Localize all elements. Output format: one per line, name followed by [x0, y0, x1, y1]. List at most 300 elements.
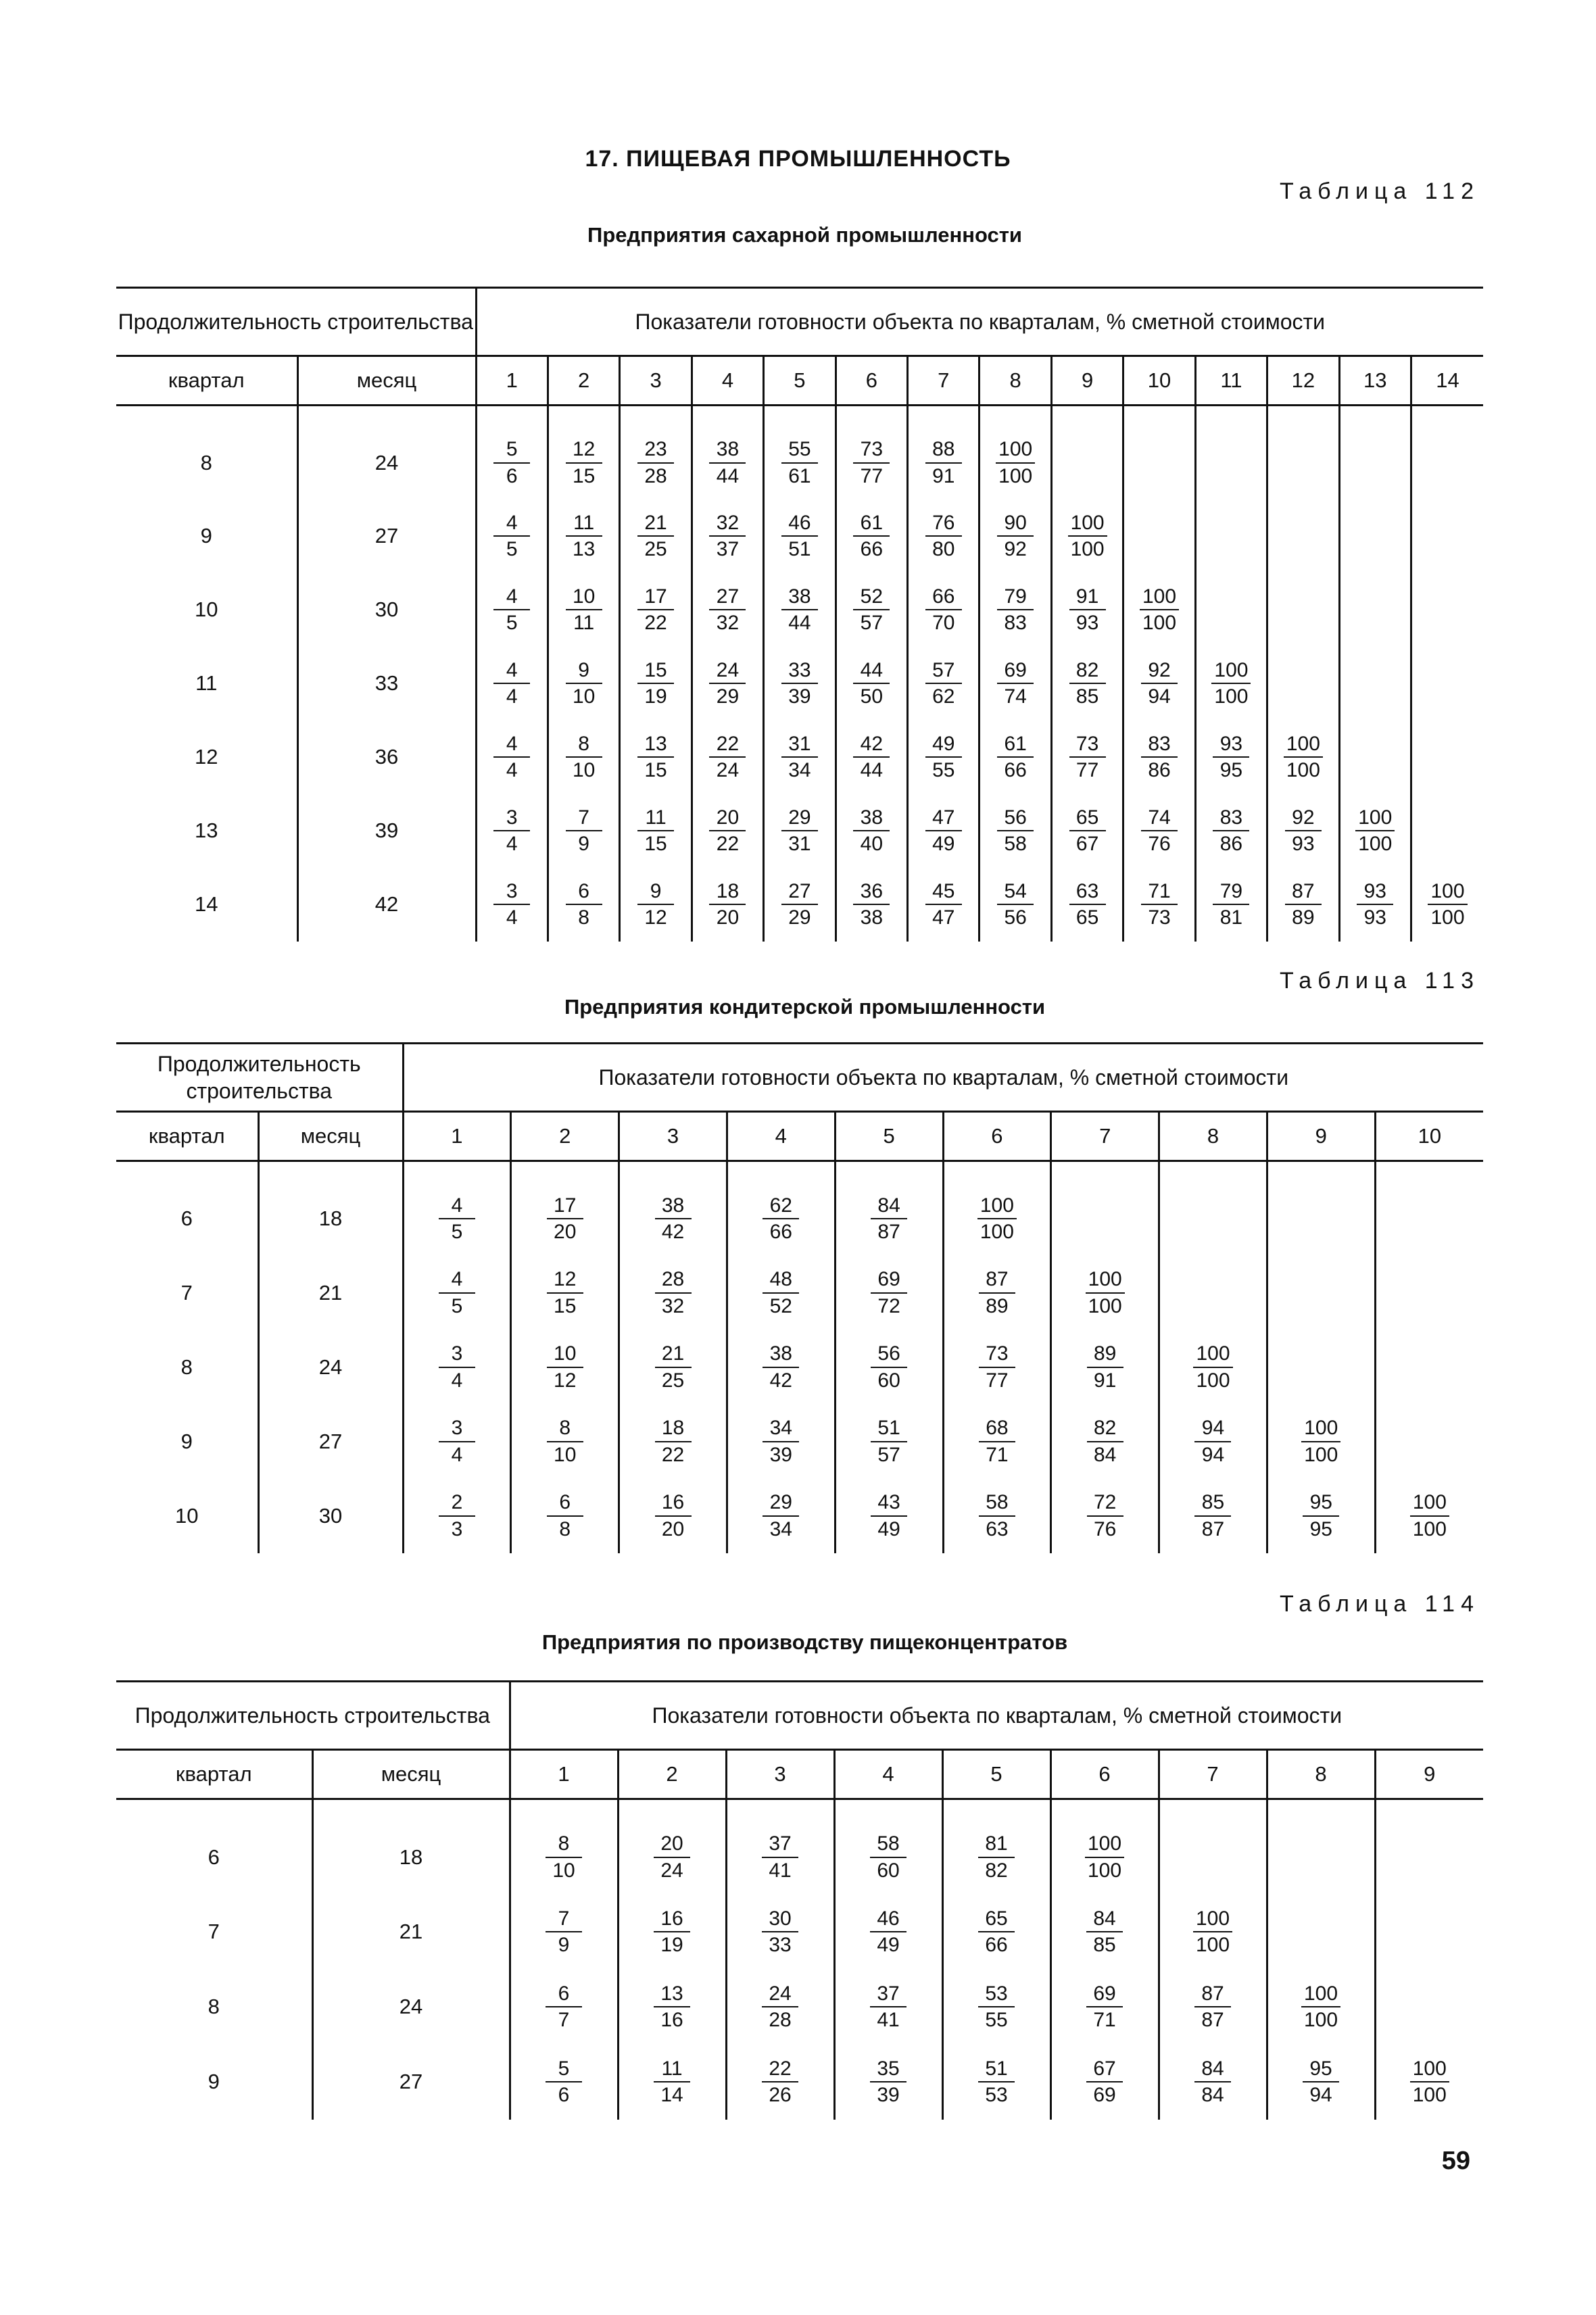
value-cell: [476, 647, 548, 721]
denominator: 100: [1195, 1934, 1230, 1956]
numerator: 45: [925, 879, 962, 906]
value-cell: [1159, 1161, 1267, 1256]
column-header-9: 9: [1267, 1112, 1375, 1161]
quarter-header: квартал: [116, 1112, 258, 1161]
numerator: 38: [655, 1193, 692, 1220]
value-cell: [834, 1970, 942, 2045]
value-cell: [1159, 1799, 1267, 1895]
table-row: [116, 868, 1483, 942]
fraction: [870, 2056, 906, 2108]
page-number: 59: [1441, 2147, 1470, 2175]
table-row: [116, 647, 1483, 721]
value-cell: [511, 1161, 619, 1256]
fraction: [977, 1193, 1017, 1245]
denominator: 34: [788, 759, 811, 781]
denominator: 100: [1087, 1859, 1122, 1882]
denominator: 65: [1075, 906, 1099, 929]
numerator: 100: [1086, 1267, 1125, 1294]
value-cell: [836, 647, 907, 721]
value-cell: [619, 1161, 727, 1256]
fraction: [763, 1267, 799, 1319]
value-cell: [1375, 1405, 1483, 1479]
column-header-9: 9: [1375, 1750, 1483, 1799]
denominator: 60: [877, 1859, 900, 1882]
numerator: 3: [439, 1341, 475, 1368]
fraction: [1069, 584, 1106, 636]
value-cell: [726, 2045, 834, 2120]
denominator: 29: [716, 685, 740, 708]
fraction: [655, 1341, 692, 1393]
column-header-1: 1: [510, 1750, 618, 1799]
numerator: 71: [1141, 879, 1178, 906]
denominator: 87: [1201, 1517, 1225, 1540]
denominator: 73: [1148, 906, 1171, 929]
numerator: 67: [1086, 2056, 1123, 2083]
denominator: 39: [769, 1443, 792, 1466]
fraction: [655, 1267, 692, 1319]
numerator: 100: [1193, 1906, 1232, 1933]
denominator: 94: [1309, 2084, 1332, 2106]
numerator: 100: [1068, 510, 1107, 537]
numerator: 91: [1069, 584, 1106, 611]
month-cell: 24: [297, 406, 476, 499]
fraction: [853, 805, 890, 857]
value-cell: [1051, 1479, 1159, 1553]
denominator: 20: [554, 1221, 577, 1244]
denominator: 100: [1286, 759, 1320, 781]
column-header-4: 4: [692, 356, 763, 406]
denominator: 4: [506, 685, 518, 708]
denominator: 15: [572, 464, 596, 487]
fraction: [870, 1831, 906, 1883]
value-cell: [908, 406, 980, 499]
fraction: [1069, 658, 1106, 710]
numerator: 49: [925, 731, 962, 758]
numerator: 24: [762, 1981, 798, 2008]
value-cell: [510, 1895, 618, 1970]
fraction: [1069, 731, 1106, 783]
value-cell: [980, 406, 1051, 499]
quarter-cell: 10: [116, 1479, 258, 1553]
denominator: 28: [769, 2009, 792, 2031]
value-cell: [980, 721, 1051, 794]
value-cell: [1267, 1256, 1375, 1330]
month-cell: 18: [312, 1799, 510, 1895]
numerator: 27: [781, 879, 818, 906]
fraction: [547, 1193, 583, 1245]
quarter-cell: 8: [116, 1330, 258, 1405]
table-113-label: Таблица 113: [1280, 968, 1480, 994]
denominator: 20: [716, 906, 740, 929]
fraction: [439, 1490, 475, 1542]
value-cell: [1267, 1161, 1375, 1256]
value-cell: [1339, 868, 1411, 942]
numerator: 51: [978, 2056, 1015, 2083]
numerator: 100: [1355, 805, 1395, 832]
denominator: 87: [1201, 2009, 1224, 2031]
denominator: 91: [932, 464, 955, 487]
denominator: 100: [1430, 906, 1465, 929]
denominator: 72: [877, 1294, 900, 1317]
fraction: [781, 658, 818, 710]
quarter-header: квартал: [116, 356, 297, 406]
denominator: 9: [558, 1934, 570, 1956]
fraction: [566, 805, 602, 857]
fraction: [1085, 1831, 1124, 1883]
denominator: 10: [572, 685, 596, 708]
value-cell: [1051, 1330, 1159, 1405]
fraction: [1086, 2056, 1123, 2108]
denominator: 55: [932, 759, 955, 781]
numerator: 8: [547, 1415, 583, 1442]
denominator: 9: [578, 833, 589, 855]
value-cell: [835, 1256, 943, 1330]
numerator: 95: [1303, 2056, 1339, 2083]
fraction: [1087, 1341, 1123, 1393]
numerator: 3: [493, 879, 530, 906]
fraction: [1213, 805, 1249, 857]
numerator: 57: [925, 658, 962, 685]
value-cell: [1050, 1895, 1159, 1970]
numerator: 84: [1194, 2056, 1231, 2083]
numerator: 16: [655, 1490, 692, 1517]
fraction: [637, 510, 674, 562]
value-cell: [1267, 1479, 1375, 1553]
denominator: 49: [877, 1517, 900, 1540]
value-cell: [1123, 647, 1195, 721]
value-cell: [1411, 868, 1484, 942]
numerator: 46: [870, 1906, 906, 1933]
value-cell: [908, 499, 980, 573]
value-cell: [1050, 1799, 1159, 1895]
denominator: 86: [1219, 833, 1243, 855]
denominator: 22: [644, 612, 667, 634]
denominator: 42: [769, 1369, 792, 1392]
fraction: [1410, 1490, 1449, 1542]
fraction: [709, 437, 746, 489]
column-header-4: 4: [727, 1112, 835, 1161]
numerator: 85: [1194, 1490, 1231, 1517]
fraction: [1211, 658, 1251, 710]
fraction: [709, 805, 746, 857]
numerator: 16: [654, 1906, 690, 1933]
value-cell: [1375, 1161, 1483, 1256]
fraction: [978, 1831, 1015, 1883]
numerator: 8: [546, 1831, 582, 1858]
fraction: [566, 879, 602, 931]
value-cell: [620, 573, 692, 647]
denominator: 95: [1219, 759, 1243, 781]
fraction: [925, 658, 962, 710]
fraction: [997, 731, 1034, 783]
numerator: 100: [996, 437, 1035, 464]
value-cell: [1051, 794, 1123, 868]
fraction: [781, 805, 818, 857]
numerator: 12: [566, 437, 602, 464]
numerator: 65: [978, 1906, 1015, 1933]
value-cell: [692, 406, 763, 499]
value-cell: [1267, 721, 1339, 794]
denominator: 8: [559, 1517, 571, 1540]
numerator: 37: [762, 1831, 798, 1858]
fraction: [979, 1341, 1015, 1393]
denominator: 44: [860, 759, 884, 781]
denominator: 70: [932, 612, 955, 634]
value-cell: [692, 647, 763, 721]
denominator: 84: [1094, 1443, 1117, 1466]
numerator: 82: [1087, 1415, 1123, 1442]
numerator: 73: [853, 437, 890, 464]
value-cell: [1339, 794, 1411, 868]
fraction: [979, 1490, 1015, 1542]
denominator: 10: [554, 1443, 577, 1466]
value-cell: [727, 1256, 835, 1330]
numerator: 24: [709, 658, 746, 685]
denominator: 69: [1093, 2084, 1116, 2106]
column-header-1: 1: [403, 1112, 511, 1161]
denominator: 92: [1004, 538, 1027, 560]
quarter-cell: 8: [116, 406, 297, 499]
numerator: 29: [781, 805, 818, 832]
numerator: 22: [709, 731, 746, 758]
numerator: 73: [979, 1341, 1015, 1368]
numerator: 87: [1194, 1981, 1231, 2008]
numerator: 66: [925, 584, 962, 611]
value-cell: [620, 794, 692, 868]
value-cell: [403, 1161, 511, 1256]
numerator: 61: [853, 510, 890, 537]
table-row: [116, 406, 1483, 499]
value-cell: [836, 573, 907, 647]
fraction: [493, 805, 530, 857]
fraction: [781, 584, 818, 636]
denominator: 77: [860, 464, 884, 487]
month-cell: 21: [312, 1895, 510, 1970]
value-cell: [1123, 794, 1195, 868]
value-cell: [620, 406, 692, 499]
quarter-cell: 7: [116, 1895, 312, 1970]
value-cell: [834, 1895, 942, 1970]
numerator: 9: [566, 658, 602, 685]
value-cell: [835, 1161, 943, 1256]
value-cell: [403, 1479, 511, 1553]
value-cell: [476, 499, 548, 573]
value-cell: [836, 868, 907, 942]
value-cell: [943, 1161, 1051, 1256]
fraction: [1068, 510, 1107, 562]
numerator: 69: [1086, 1981, 1123, 2008]
value-cell: [1339, 406, 1411, 499]
value-cell: [548, 794, 619, 868]
denominator: 91: [1094, 1369, 1117, 1392]
numerator: 29: [763, 1490, 799, 1517]
value-cell: [1159, 1256, 1267, 1330]
value-cell: [1267, 1895, 1375, 1970]
fraction: [871, 1341, 907, 1393]
month-cell: 30: [258, 1479, 403, 1553]
table-114-caption: Предприятия по производству пищеконцентратов: [541, 1630, 1068, 1654]
value-cell: [619, 1479, 727, 1553]
table-row: [116, 1161, 1483, 1256]
numerator: 28: [655, 1267, 692, 1294]
numerator: 100: [1410, 2056, 1449, 2083]
value-cell: [618, 1895, 726, 1970]
fraction: [493, 731, 530, 783]
numerator: 83: [1141, 731, 1178, 758]
column-header-8: 8: [980, 356, 1051, 406]
fraction: [925, 437, 962, 489]
value-cell: [1123, 573, 1195, 647]
denominator: 57: [877, 1443, 900, 1466]
fraction: [763, 1193, 799, 1245]
duration-header: Продолжительность строительства: [116, 1044, 403, 1112]
denominator: 31: [788, 833, 811, 855]
quarter-cell: 9: [116, 2045, 312, 2120]
denominator: 3: [451, 1517, 463, 1540]
numerator: 6: [566, 879, 602, 906]
value-cell: [1051, 499, 1123, 573]
numerator: 36: [853, 879, 890, 906]
fraction: [566, 584, 602, 636]
numerator: 87: [1285, 879, 1322, 906]
fraction: [547, 1267, 583, 1319]
column-header-6: 6: [943, 1112, 1051, 1161]
value-cell: [764, 573, 836, 647]
table-row: [116, 1256, 1483, 1330]
numerator: 92: [1141, 658, 1178, 685]
table-row: [116, 1405, 1483, 1479]
fraction: [853, 879, 890, 931]
value-cell: [726, 1970, 834, 2045]
numerator: 34: [763, 1415, 799, 1442]
fraction: [1141, 805, 1178, 857]
denominator: 80: [932, 538, 955, 560]
month-cell: 21: [258, 1256, 403, 1330]
value-cell: [980, 794, 1051, 868]
value-cell: [943, 1256, 1051, 1330]
value-cell: [476, 573, 548, 647]
fraction: [1141, 658, 1178, 710]
fraction: [781, 437, 818, 489]
numerator: 56: [871, 1341, 907, 1368]
numerator: 20: [709, 805, 746, 832]
value-cell: [1051, 1256, 1159, 1330]
value-cell: [835, 1330, 943, 1405]
numerator: 100: [1284, 731, 1323, 758]
numerator: 18: [709, 879, 746, 906]
numerator: 4: [439, 1193, 475, 1220]
fraction: [1193, 1341, 1232, 1393]
fraction: [853, 510, 890, 562]
value-cell: [943, 1405, 1051, 1479]
numerator: 44: [853, 658, 890, 685]
numerator: 21: [637, 510, 674, 537]
denominator: 8: [578, 906, 589, 929]
denominator: 5: [451, 1221, 463, 1244]
denominator: 82: [985, 1859, 1008, 1882]
denominator: 85: [1075, 685, 1099, 708]
value-cell: [727, 1330, 835, 1405]
fraction: [979, 1267, 1015, 1319]
fraction: [1194, 1415, 1231, 1467]
numerator: 11: [654, 2056, 690, 2083]
fraction: [1086, 1906, 1123, 1958]
numerator: 65: [1069, 805, 1106, 832]
numerator: 3: [493, 805, 530, 832]
numerator: 17: [547, 1193, 583, 1220]
denominator: 12: [644, 906, 667, 929]
value-cell: [1051, 647, 1123, 721]
fraction: [1194, 1981, 1231, 2033]
fraction: [654, 1906, 690, 1958]
denominator: 95: [1309, 1517, 1332, 1540]
numerator: 30: [762, 1906, 798, 1933]
denominator: 6: [506, 464, 518, 487]
fraction: [1194, 2056, 1231, 2108]
value-cell: [476, 406, 548, 499]
fraction: [997, 510, 1034, 562]
value-cell: [942, 1970, 1050, 2045]
column-header-2: 2: [511, 1112, 619, 1161]
numerator: 83: [1213, 805, 1249, 832]
numerator: 55: [781, 437, 818, 464]
denominator: 100: [1358, 833, 1393, 855]
denominator: 52: [769, 1294, 792, 1317]
numerator: 4: [493, 658, 530, 685]
value-cell: [908, 721, 980, 794]
denominator: 25: [644, 538, 667, 560]
denominator: 100: [1412, 2084, 1447, 2106]
value-cell: [1195, 647, 1267, 721]
denominator: 55: [985, 2009, 1008, 2031]
fraction: [781, 879, 818, 931]
value-cell: [511, 1479, 619, 1553]
column-header-6: 6: [1050, 1750, 1159, 1799]
table-114-label: Таблица 114: [1280, 1591, 1480, 1617]
value-cell: [834, 1799, 942, 1895]
numerator: 58: [870, 1831, 906, 1858]
value-cell: [943, 1479, 1051, 1553]
fraction: [978, 1981, 1015, 2033]
quarter-cell: 7: [116, 1256, 258, 1330]
value-cell: [1375, 1256, 1483, 1330]
value-cell: [1195, 406, 1267, 499]
denominator: 60: [877, 1369, 900, 1392]
value-cell: [1339, 647, 1411, 721]
denominator: 12: [554, 1369, 577, 1392]
numerator: 74: [1141, 805, 1178, 832]
value-cell: [548, 406, 619, 499]
numerator: 100: [1301, 1415, 1340, 1442]
value-cell: [727, 1479, 835, 1553]
fraction: [566, 510, 602, 562]
numerator: 10: [566, 584, 602, 611]
numerator: 10: [547, 1341, 583, 1368]
value-cell: [692, 499, 763, 573]
value-cell: [942, 1799, 1050, 1895]
numerator: 88: [925, 437, 962, 464]
value-cell: [1195, 499, 1267, 573]
numerator: 38: [781, 584, 818, 611]
denominator: 66: [769, 1221, 792, 1244]
month-cell: 27: [258, 1405, 403, 1479]
denominator: 11: [573, 612, 595, 634]
numerator: 51: [871, 1415, 907, 1442]
numerator: 79: [1213, 879, 1249, 906]
denominator: 20: [661, 1517, 685, 1540]
numerator: 37: [870, 1981, 906, 2008]
fraction: [978, 2056, 1015, 2108]
